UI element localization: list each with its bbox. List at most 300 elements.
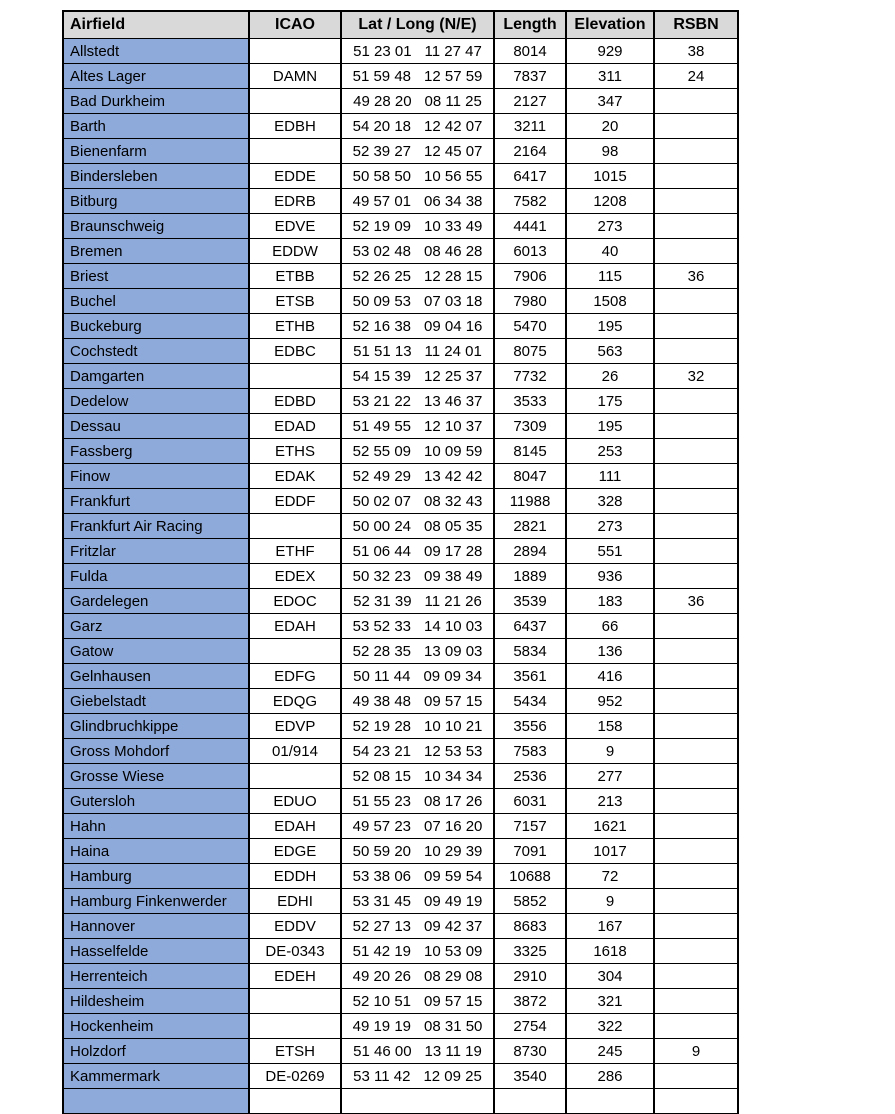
- elevation-cell: 286: [566, 1064, 654, 1089]
- latlong-cell: [341, 289, 494, 314]
- airfield-name-cell: Glindbruchkippe: [63, 714, 249, 739]
- icao-code-cell: EDRB: [249, 189, 341, 214]
- elevation-cell: 1017: [566, 839, 654, 864]
- longitude-value: 10 10 21: [424, 717, 483, 735]
- length-cell: 1889: [494, 564, 566, 589]
- latitude-value: 50 02 07: [352, 492, 411, 510]
- icao-code-cell: [249, 1089, 341, 1114]
- longitude-value: 07 03 18: [424, 292, 483, 310]
- elevation-cell: 952: [566, 689, 654, 714]
- rsbn-cell: [654, 1089, 738, 1114]
- latlong-cell: [341, 889, 494, 914]
- elevation-cell: 9: [566, 739, 654, 764]
- latitude-value: 53 31 45: [352, 892, 411, 910]
- longitude-value: 11 21 26: [424, 592, 482, 610]
- icao-code-cell: [249, 514, 341, 539]
- latlong-cell: [341, 464, 494, 489]
- length-cell: 3556: [494, 714, 566, 739]
- latitude-value: 51 42 19: [352, 942, 411, 960]
- latitude-value: 49 28 20: [353, 92, 412, 110]
- icao-code-cell: EDUO: [249, 789, 341, 814]
- elevation-cell: 416: [566, 664, 654, 689]
- longitude-value: 09 59 54: [424, 867, 483, 885]
- length-cell: 2910: [494, 964, 566, 989]
- longitude-value: 08 32 43: [424, 492, 483, 510]
- elevation-cell: 273: [566, 514, 654, 539]
- length-cell: 4441: [494, 214, 566, 239]
- rsbn-cell: [654, 414, 738, 439]
- length-cell: 8145: [494, 439, 566, 464]
- icao-code-cell: EDEH: [249, 964, 341, 989]
- longitude-value: 12 28 15: [424, 267, 483, 285]
- icao-code-cell: DE-0269: [249, 1064, 341, 1089]
- table-row: [63, 789, 738, 814]
- airfield-name-cell: Gardelegen: [63, 589, 249, 614]
- elevation-cell: 936: [566, 564, 654, 589]
- latitude-value: 52 39 27: [352, 142, 411, 160]
- column-header-elevation: Elevation: [566, 11, 654, 39]
- longitude-value: 09 04 16: [424, 317, 483, 335]
- airfield-name-cell: Allstedt: [63, 39, 249, 64]
- elevation-cell: 929: [566, 39, 654, 64]
- length-cell: 6013: [494, 239, 566, 264]
- elevation-cell: 277: [566, 764, 654, 789]
- latlong-cell: [341, 864, 494, 889]
- latlong-cell: [341, 164, 494, 189]
- length-cell: 7837: [494, 64, 566, 89]
- latlong-cell: [341, 214, 494, 239]
- table-row: [63, 964, 738, 989]
- latlong-cell: [341, 64, 494, 89]
- table-row: [63, 839, 738, 864]
- airfield-name-cell: Barth: [63, 114, 249, 139]
- latlong-cell: [341, 489, 494, 514]
- airfield-name-cell: Hockenheim: [63, 1014, 249, 1039]
- table-row: [63, 614, 738, 639]
- latlong-cell: [341, 39, 494, 64]
- latlong-cell: [341, 639, 494, 664]
- length-cell: 2821: [494, 514, 566, 539]
- elevation-cell: 245: [566, 1039, 654, 1064]
- latlong-cell: [341, 1014, 494, 1039]
- rsbn-cell: [654, 489, 738, 514]
- latlong-cell: [341, 1064, 494, 1089]
- latitude-value: 52 31 39: [353, 592, 412, 610]
- table-row: [63, 389, 738, 414]
- table-row: [63, 414, 738, 439]
- longitude-value: 09 38 49: [424, 567, 483, 585]
- rsbn-cell: [654, 789, 738, 814]
- latitude-value: 51 06 44: [352, 542, 411, 560]
- icao-code-cell: [249, 39, 341, 64]
- length-cell: 5834: [494, 639, 566, 664]
- latitude-value: 50 32 23: [352, 567, 411, 585]
- latlong-cell: [341, 139, 494, 164]
- airfield-name-cell: Buckeburg: [63, 314, 249, 339]
- rsbn-cell: [654, 1014, 738, 1039]
- table-row: [63, 64, 738, 89]
- table-row: [63, 1089, 738, 1114]
- latlong-cell: [341, 1089, 494, 1114]
- airfield-name-cell: Bindersleben: [63, 164, 249, 189]
- length-cell: 3540: [494, 1064, 566, 1089]
- elevation-cell: 1015: [566, 164, 654, 189]
- longitude-value: 12 57 59: [424, 67, 483, 85]
- elevation-cell: 66: [566, 614, 654, 639]
- airfield-name-cell: Haina: [63, 839, 249, 864]
- column-header-rsbn: RSBN: [654, 11, 738, 39]
- icao-code-cell: ETHF: [249, 539, 341, 564]
- rsbn-cell: [654, 839, 738, 864]
- longitude-value: 09 42 37: [424, 917, 483, 935]
- latitude-value: 52 16 38: [352, 317, 411, 335]
- airfield-name-cell: [63, 1089, 249, 1114]
- airfield-name-cell: Hamburg: [63, 864, 249, 889]
- rsbn-cell: [654, 864, 738, 889]
- airfield-name-cell: Briest: [63, 264, 249, 289]
- column-header-airfield: Airfield: [63, 11, 249, 39]
- longitude-value: 12 25 37: [424, 367, 483, 385]
- latlong-cell: [341, 964, 494, 989]
- longitude-value: 10 29 39: [424, 842, 483, 860]
- length-cell: 7091: [494, 839, 566, 864]
- latitude-value: 51 55 23: [352, 792, 411, 810]
- length-cell: 2894: [494, 539, 566, 564]
- latlong-cell: [341, 589, 494, 614]
- longitude-value: 07 16 20: [424, 817, 483, 835]
- rsbn-cell: 9: [654, 1039, 738, 1064]
- airfield-name-cell: Buchel: [63, 289, 249, 314]
- airfield-name-cell: Dessau: [63, 414, 249, 439]
- latlong-cell: [341, 539, 494, 564]
- longitude-value: 13 09 03: [424, 642, 483, 660]
- longitude-value: 09 57 15: [424, 692, 483, 710]
- rsbn-cell: [654, 514, 738, 539]
- table-row: [63, 1014, 738, 1039]
- length-cell: 2164: [494, 139, 566, 164]
- longitude-value: 12 53 53: [424, 742, 483, 760]
- latitude-value: 52 28 35: [352, 642, 411, 660]
- airfield-name-cell: Damgarten: [63, 364, 249, 389]
- icao-code-cell: EDHI: [249, 889, 341, 914]
- icao-code-cell: EDDW: [249, 239, 341, 264]
- length-cell: 3325: [494, 939, 566, 964]
- icao-code-cell: [249, 1014, 341, 1039]
- rsbn-cell: [654, 964, 738, 989]
- airfield-name-cell: Hamburg Finkenwerder: [63, 889, 249, 914]
- longitude-value: 12 45 07: [424, 142, 483, 160]
- table-row: [63, 264, 738, 289]
- latlong-cell: [341, 414, 494, 439]
- airfield-name-cell: Gutersloh: [63, 789, 249, 814]
- rsbn-cell: [654, 889, 738, 914]
- rsbn-cell: [654, 389, 738, 414]
- length-cell: 8047: [494, 464, 566, 489]
- table-row: [63, 714, 738, 739]
- rsbn-cell: [654, 214, 738, 239]
- latlong-cell: [341, 814, 494, 839]
- latitude-value: 49 57 23: [352, 817, 411, 835]
- elevation-cell: 183: [566, 589, 654, 614]
- icao-code-cell: [249, 89, 341, 114]
- latitude-value: 50 00 24: [352, 517, 411, 535]
- icao-code-cell: EDDF: [249, 489, 341, 514]
- longitude-value: 08 31 50: [424, 1017, 483, 1035]
- rsbn-cell: [654, 664, 738, 689]
- elevation-cell: 322: [566, 1014, 654, 1039]
- icao-code-cell: EDQG: [249, 689, 341, 714]
- length-cell: 3539: [494, 589, 566, 614]
- latlong-cell: [341, 114, 494, 139]
- icao-code-cell: EDDV: [249, 914, 341, 939]
- latlong-cell: [341, 689, 494, 714]
- longitude-value: 09 17 28: [424, 542, 483, 560]
- latlong-cell: [341, 664, 494, 689]
- table-row: [63, 989, 738, 1014]
- elevation-cell: 1208: [566, 189, 654, 214]
- rsbn-cell: [654, 814, 738, 839]
- latitude-value: 51 49 55: [352, 417, 411, 435]
- table-row: [63, 189, 738, 214]
- icao-code-cell: EDDE: [249, 164, 341, 189]
- rsbn-cell: [654, 439, 738, 464]
- airfield-name-cell: Braunschweig: [63, 214, 249, 239]
- icao-code-cell: EDBH: [249, 114, 341, 139]
- latlong-cell: [341, 764, 494, 789]
- length-cell: 8730: [494, 1039, 566, 1064]
- elevation-cell: 136: [566, 639, 654, 664]
- airfield-name-cell: Dedelow: [63, 389, 249, 414]
- airfield-name-cell: Bad Durkheim: [63, 89, 249, 114]
- rsbn-cell: [654, 914, 738, 939]
- length-cell: 7732: [494, 364, 566, 389]
- icao-code-cell: ETHS: [249, 439, 341, 464]
- elevation-cell: 195: [566, 314, 654, 339]
- latitude-value: 49 38 48: [352, 692, 411, 710]
- rsbn-cell: [654, 289, 738, 314]
- airfield-name-cell: Cochstedt: [63, 339, 249, 364]
- longitude-value: 08 05 35: [424, 517, 483, 535]
- latitude-value: 52 10 51: [352, 992, 411, 1010]
- table-row: [63, 764, 738, 789]
- icao-code-cell: EDAH: [249, 614, 341, 639]
- table-header-row: [63, 11, 738, 39]
- longitude-value: 06 34 38: [424, 192, 483, 210]
- airfield-name-cell: Hildesheim: [63, 989, 249, 1014]
- airfield-name-cell: Finow: [63, 464, 249, 489]
- longitude-value: 10 34 34: [424, 767, 483, 785]
- table-row: [63, 889, 738, 914]
- latitude-value: 51 23 01: [353, 42, 412, 60]
- elevation-cell: 273: [566, 214, 654, 239]
- airfield-name-cell: Gatow: [63, 639, 249, 664]
- rsbn-cell: [654, 714, 738, 739]
- length-cell: 8683: [494, 914, 566, 939]
- icao-code-cell: EDBC: [249, 339, 341, 364]
- elevation-cell: 563: [566, 339, 654, 364]
- icao-code-cell: EDEX: [249, 564, 341, 589]
- latitude-value: 53 21 22: [352, 392, 411, 410]
- latlong-cell: [341, 564, 494, 589]
- icao-code-cell: [249, 989, 341, 1014]
- length-cell: 3872: [494, 989, 566, 1014]
- table-row: [63, 89, 738, 114]
- table-row: [63, 339, 738, 364]
- elevation-cell: 321: [566, 989, 654, 1014]
- latitude-value: 51 46 00: [353, 1042, 412, 1060]
- icao-code-cell: ETBB: [249, 264, 341, 289]
- column-header-icao: ICAO: [249, 11, 341, 39]
- length-cell: 2536: [494, 764, 566, 789]
- longitude-value: 08 17 26: [424, 792, 483, 810]
- longitude-value: 08 29 08: [424, 967, 483, 985]
- latlong-cell: [341, 439, 494, 464]
- elevation-cell: 1621: [566, 814, 654, 839]
- table-row: [63, 814, 738, 839]
- longitude-value: 11 24 01: [424, 342, 482, 360]
- airfield-name-cell: Altes Lager: [63, 64, 249, 89]
- latitude-value: 49 20 26: [352, 967, 411, 985]
- rsbn-cell: [654, 139, 738, 164]
- airfield-name-cell: Hannover: [63, 914, 249, 939]
- icao-code-cell: DE-0343: [249, 939, 341, 964]
- longitude-value: 10 53 09: [424, 942, 483, 960]
- icao-code-cell: EDVE: [249, 214, 341, 239]
- airfield-name-cell: Giebelstadt: [63, 689, 249, 714]
- longitude-value: 12 09 25: [423, 1067, 482, 1085]
- elevation-cell: 347: [566, 89, 654, 114]
- latlong-cell: [341, 239, 494, 264]
- icao-code-cell: ETSB: [249, 289, 341, 314]
- latitude-value: 50 09 53: [352, 292, 411, 310]
- table-row: [63, 864, 738, 889]
- latitude-value: 54 23 21: [352, 742, 411, 760]
- elevation-cell: 72: [566, 864, 654, 889]
- airfields-table-container: [62, 10, 739, 1114]
- length-cell: 2754: [494, 1014, 566, 1039]
- latlong-cell: [341, 1039, 494, 1064]
- latlong-cell: [341, 989, 494, 1014]
- longitude-value: 11 27 47: [424, 42, 482, 60]
- elevation-cell: 1508: [566, 289, 654, 314]
- table-row: [63, 139, 738, 164]
- icao-code-cell: EDAH: [249, 814, 341, 839]
- icao-code-cell: DAMN: [249, 64, 341, 89]
- table-row: [63, 664, 738, 689]
- latitude-value: 52 19 09: [352, 217, 411, 235]
- elevation-cell: 26: [566, 364, 654, 389]
- length-cell: 2127: [494, 89, 566, 114]
- rsbn-cell: [654, 164, 738, 189]
- airfield-name-cell: Gross Mohdorf: [63, 739, 249, 764]
- latlong-cell: [341, 89, 494, 114]
- length-cell: 6417: [494, 164, 566, 189]
- airfield-name-cell: Bitburg: [63, 189, 249, 214]
- latlong-cell: [341, 914, 494, 939]
- rsbn-cell: [654, 189, 738, 214]
- icao-code-cell: EDVP: [249, 714, 341, 739]
- rsbn-cell: [654, 689, 738, 714]
- latitude-value: 53 52 33: [352, 617, 411, 635]
- latlong-cell: [341, 739, 494, 764]
- latitude-value: 54 20 18: [352, 117, 411, 135]
- elevation-cell: 40: [566, 239, 654, 264]
- table-body: [63, 39, 738, 1114]
- length-cell: 5470: [494, 314, 566, 339]
- latlong-cell: [341, 314, 494, 339]
- icao-code-cell: [249, 139, 341, 164]
- length-cell: 8075: [494, 339, 566, 364]
- rsbn-cell: 24: [654, 64, 738, 89]
- icao-code-cell: EDOC: [249, 589, 341, 614]
- airfield-name-cell: Grosse Wiese: [63, 764, 249, 789]
- rsbn-cell: [654, 539, 738, 564]
- length-cell: 6031: [494, 789, 566, 814]
- elevation-cell: 115: [566, 264, 654, 289]
- latlong-cell: [341, 514, 494, 539]
- airfield-name-cell: Fritzlar: [63, 539, 249, 564]
- length-cell: 7582: [494, 189, 566, 214]
- table-row: [63, 364, 738, 389]
- rsbn-cell: [654, 89, 738, 114]
- elevation-cell: 167: [566, 914, 654, 939]
- latitude-value: 51 59 48: [352, 67, 411, 85]
- latlong-cell: [341, 714, 494, 739]
- column-header-latlong: Lat / Long (N/E): [341, 11, 494, 39]
- length-cell: 10688: [494, 864, 566, 889]
- longitude-value: 10 09 59: [424, 442, 483, 460]
- latitude-value: 52 08 15: [352, 767, 411, 785]
- length-cell: 5434: [494, 689, 566, 714]
- rsbn-cell: [654, 614, 738, 639]
- longitude-value: 10 33 49: [424, 217, 483, 235]
- latlong-cell: [341, 789, 494, 814]
- icao-code-cell: EDGE: [249, 839, 341, 864]
- airfield-name-cell: Bremen: [63, 239, 249, 264]
- longitude-value: 13 42 42: [424, 467, 483, 485]
- elevation-cell: 158: [566, 714, 654, 739]
- table-row: [63, 164, 738, 189]
- rsbn-cell: [654, 114, 738, 139]
- table-row: [63, 914, 738, 939]
- length-cell: 7906: [494, 264, 566, 289]
- icao-code-cell: 01/914: [249, 739, 341, 764]
- length-cell: 3533: [494, 389, 566, 414]
- latitude-value: 49 19 19: [352, 1017, 411, 1035]
- elevation-cell: 175: [566, 389, 654, 414]
- longitude-value: 12 42 07: [424, 117, 483, 135]
- icao-code-cell: [249, 639, 341, 664]
- rsbn-cell: [654, 464, 738, 489]
- table-row: [63, 239, 738, 264]
- elevation-cell: 304: [566, 964, 654, 989]
- table-row: [63, 1064, 738, 1089]
- elevation-cell: 98: [566, 139, 654, 164]
- latitude-value: 50 59 20: [352, 842, 411, 860]
- latlong-cell: [341, 189, 494, 214]
- latitude-value: 52 49 29: [352, 467, 411, 485]
- latitude-value: 52 19 28: [352, 717, 411, 735]
- longitude-value: 12 10 37: [424, 417, 483, 435]
- elevation-cell: 213: [566, 789, 654, 814]
- elevation-cell: [566, 1089, 654, 1114]
- elevation-cell: 253: [566, 439, 654, 464]
- length-cell: 8014: [494, 39, 566, 64]
- latitude-value: 53 11 42: [353, 1067, 411, 1085]
- rsbn-cell: [654, 239, 738, 264]
- table-row: [63, 439, 738, 464]
- latitude-value: 51 51 13: [353, 342, 412, 360]
